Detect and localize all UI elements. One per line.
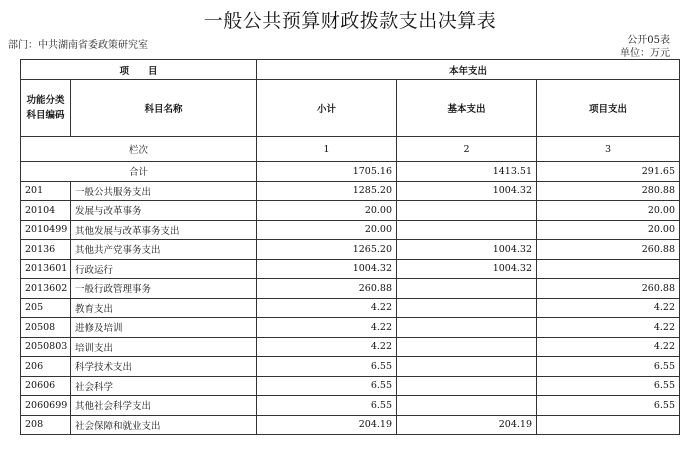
table-row	[21, 415, 680, 435]
header-item: 项 目	[21, 60, 257, 80]
cell-code: 205	[21, 298, 71, 318]
cell-basic: 1004.32	[397, 240, 537, 260]
cell-code: 20104	[21, 201, 71, 221]
total-project: 291.65	[537, 162, 680, 182]
table-row	[21, 337, 680, 357]
cell-project: 6.55	[537, 376, 680, 396]
cell-code: 2050803	[21, 337, 71, 357]
cell-project: 4.22	[537, 318, 680, 338]
cell-subtotal: 1285.20	[257, 181, 397, 201]
cell-code: 20606	[21, 376, 71, 396]
cell-project: 260.88	[537, 240, 680, 260]
cell-project: 20.00	[537, 201, 680, 221]
header-current-year: 本年支出	[257, 60, 680, 80]
table-row	[21, 396, 680, 416]
table-body	[21, 137, 680, 435]
header-subtotal: 小计	[257, 80, 397, 137]
cell-code: 2010499	[21, 220, 71, 240]
table-row	[21, 318, 680, 338]
cell-name: 教育支出	[71, 298, 257, 318]
col-index-3: 3	[537, 137, 680, 162]
cell-code: 2013601	[21, 259, 71, 279]
header-project: 项目支出	[537, 80, 680, 137]
cell-name: 发展与改革事务	[71, 201, 257, 221]
cell-name: 社会科学	[71, 376, 257, 396]
form-number: 公开05表	[627, 35, 670, 46]
cell-code: 20508	[21, 318, 71, 338]
table-row	[21, 376, 680, 396]
header-code: 功能分类科目编码	[21, 80, 71, 137]
total-subtotal: 1705.16	[257, 162, 397, 182]
cell-name: 一般公共服务支出	[71, 181, 257, 201]
cell-project: 4.22	[537, 337, 680, 357]
total-row	[21, 162, 680, 182]
cell-name: 其他社会科学支出	[71, 396, 257, 416]
cell-code: 2060699	[21, 396, 71, 416]
cell-code: 206	[21, 357, 71, 377]
table-row	[21, 279, 680, 299]
col-index-2: 2	[397, 137, 537, 162]
cell-project: 6.55	[537, 357, 680, 377]
cell-basic	[397, 298, 537, 318]
table-row	[21, 298, 680, 318]
row-label: 栏次	[21, 137, 257, 162]
unit-label: 单位：万元	[620, 48, 670, 59]
page-title: 一般公共预算财政拨款支出决算表	[203, 10, 497, 32]
cell-project: 260.88	[537, 279, 680, 299]
cell-subtotal: 6.55	[257, 396, 397, 416]
table-row	[21, 357, 680, 377]
cell-basic	[397, 279, 537, 299]
table-row	[21, 181, 680, 201]
table-row	[21, 259, 680, 279]
cell-project	[537, 415, 680, 435]
cell-subtotal: 6.55	[257, 357, 397, 377]
cell-basic	[397, 337, 537, 357]
header-name: 科目名称	[71, 80, 257, 137]
table-row	[21, 220, 680, 240]
cell-basic: 1004.32	[397, 181, 537, 201]
cell-basic	[397, 357, 537, 377]
cell-subtotal: 1265.20	[257, 240, 397, 260]
table-row	[21, 240, 680, 260]
cell-code: 208	[21, 415, 71, 435]
cell-name: 进修及培训	[71, 318, 257, 338]
cell-subtotal: 6.55	[257, 376, 397, 396]
cell-code: 20136	[21, 240, 71, 260]
cell-basic	[397, 318, 537, 338]
cell-subtotal: 1004.32	[257, 259, 397, 279]
cell-name: 行政运行	[71, 259, 257, 279]
cell-basic	[397, 396, 537, 416]
budget-table	[20, 59, 680, 435]
cell-name: 科学技术支出	[71, 357, 257, 377]
cell-basic: 204.19	[397, 415, 537, 435]
cell-name: 其他发展与改革事务支出	[71, 220, 257, 240]
cell-subtotal: 204.19	[257, 415, 397, 435]
cell-subtotal: 4.22	[257, 337, 397, 357]
cell-code: 2013602	[21, 279, 71, 299]
table-row	[21, 201, 680, 221]
cell-subtotal: 4.22	[257, 318, 397, 338]
cell-name: 培训支出	[71, 337, 257, 357]
col-index-1: 1	[257, 137, 397, 162]
total-basic: 1413.51	[397, 162, 537, 182]
cell-name: 社会保障和就业支出	[71, 415, 257, 435]
cell-name: 其他共产党事务支出	[71, 240, 257, 260]
department-label: 部门：中共湖南省委政策研究室	[8, 40, 148, 51]
cell-basic: 1004.32	[397, 259, 537, 279]
cell-project	[537, 259, 680, 279]
cell-project: 4.22	[537, 298, 680, 318]
cell-subtotal: 4.22	[257, 298, 397, 318]
cell-basic	[397, 376, 537, 396]
cell-subtotal: 20.00	[257, 220, 397, 240]
cell-project: 280.88	[537, 181, 680, 201]
cell-subtotal: 260.88	[257, 279, 397, 299]
header-basic: 基本支出	[397, 80, 537, 137]
cell-project: 6.55	[537, 396, 680, 416]
cell-code: 201	[21, 181, 71, 201]
total-label: 合计	[21, 162, 257, 182]
cell-basic	[397, 201, 537, 221]
cell-subtotal: 20.00	[257, 201, 397, 221]
cell-basic	[397, 220, 537, 240]
cell-name: 一般行政管理事务	[71, 279, 257, 299]
cell-project: 20.00	[537, 220, 680, 240]
